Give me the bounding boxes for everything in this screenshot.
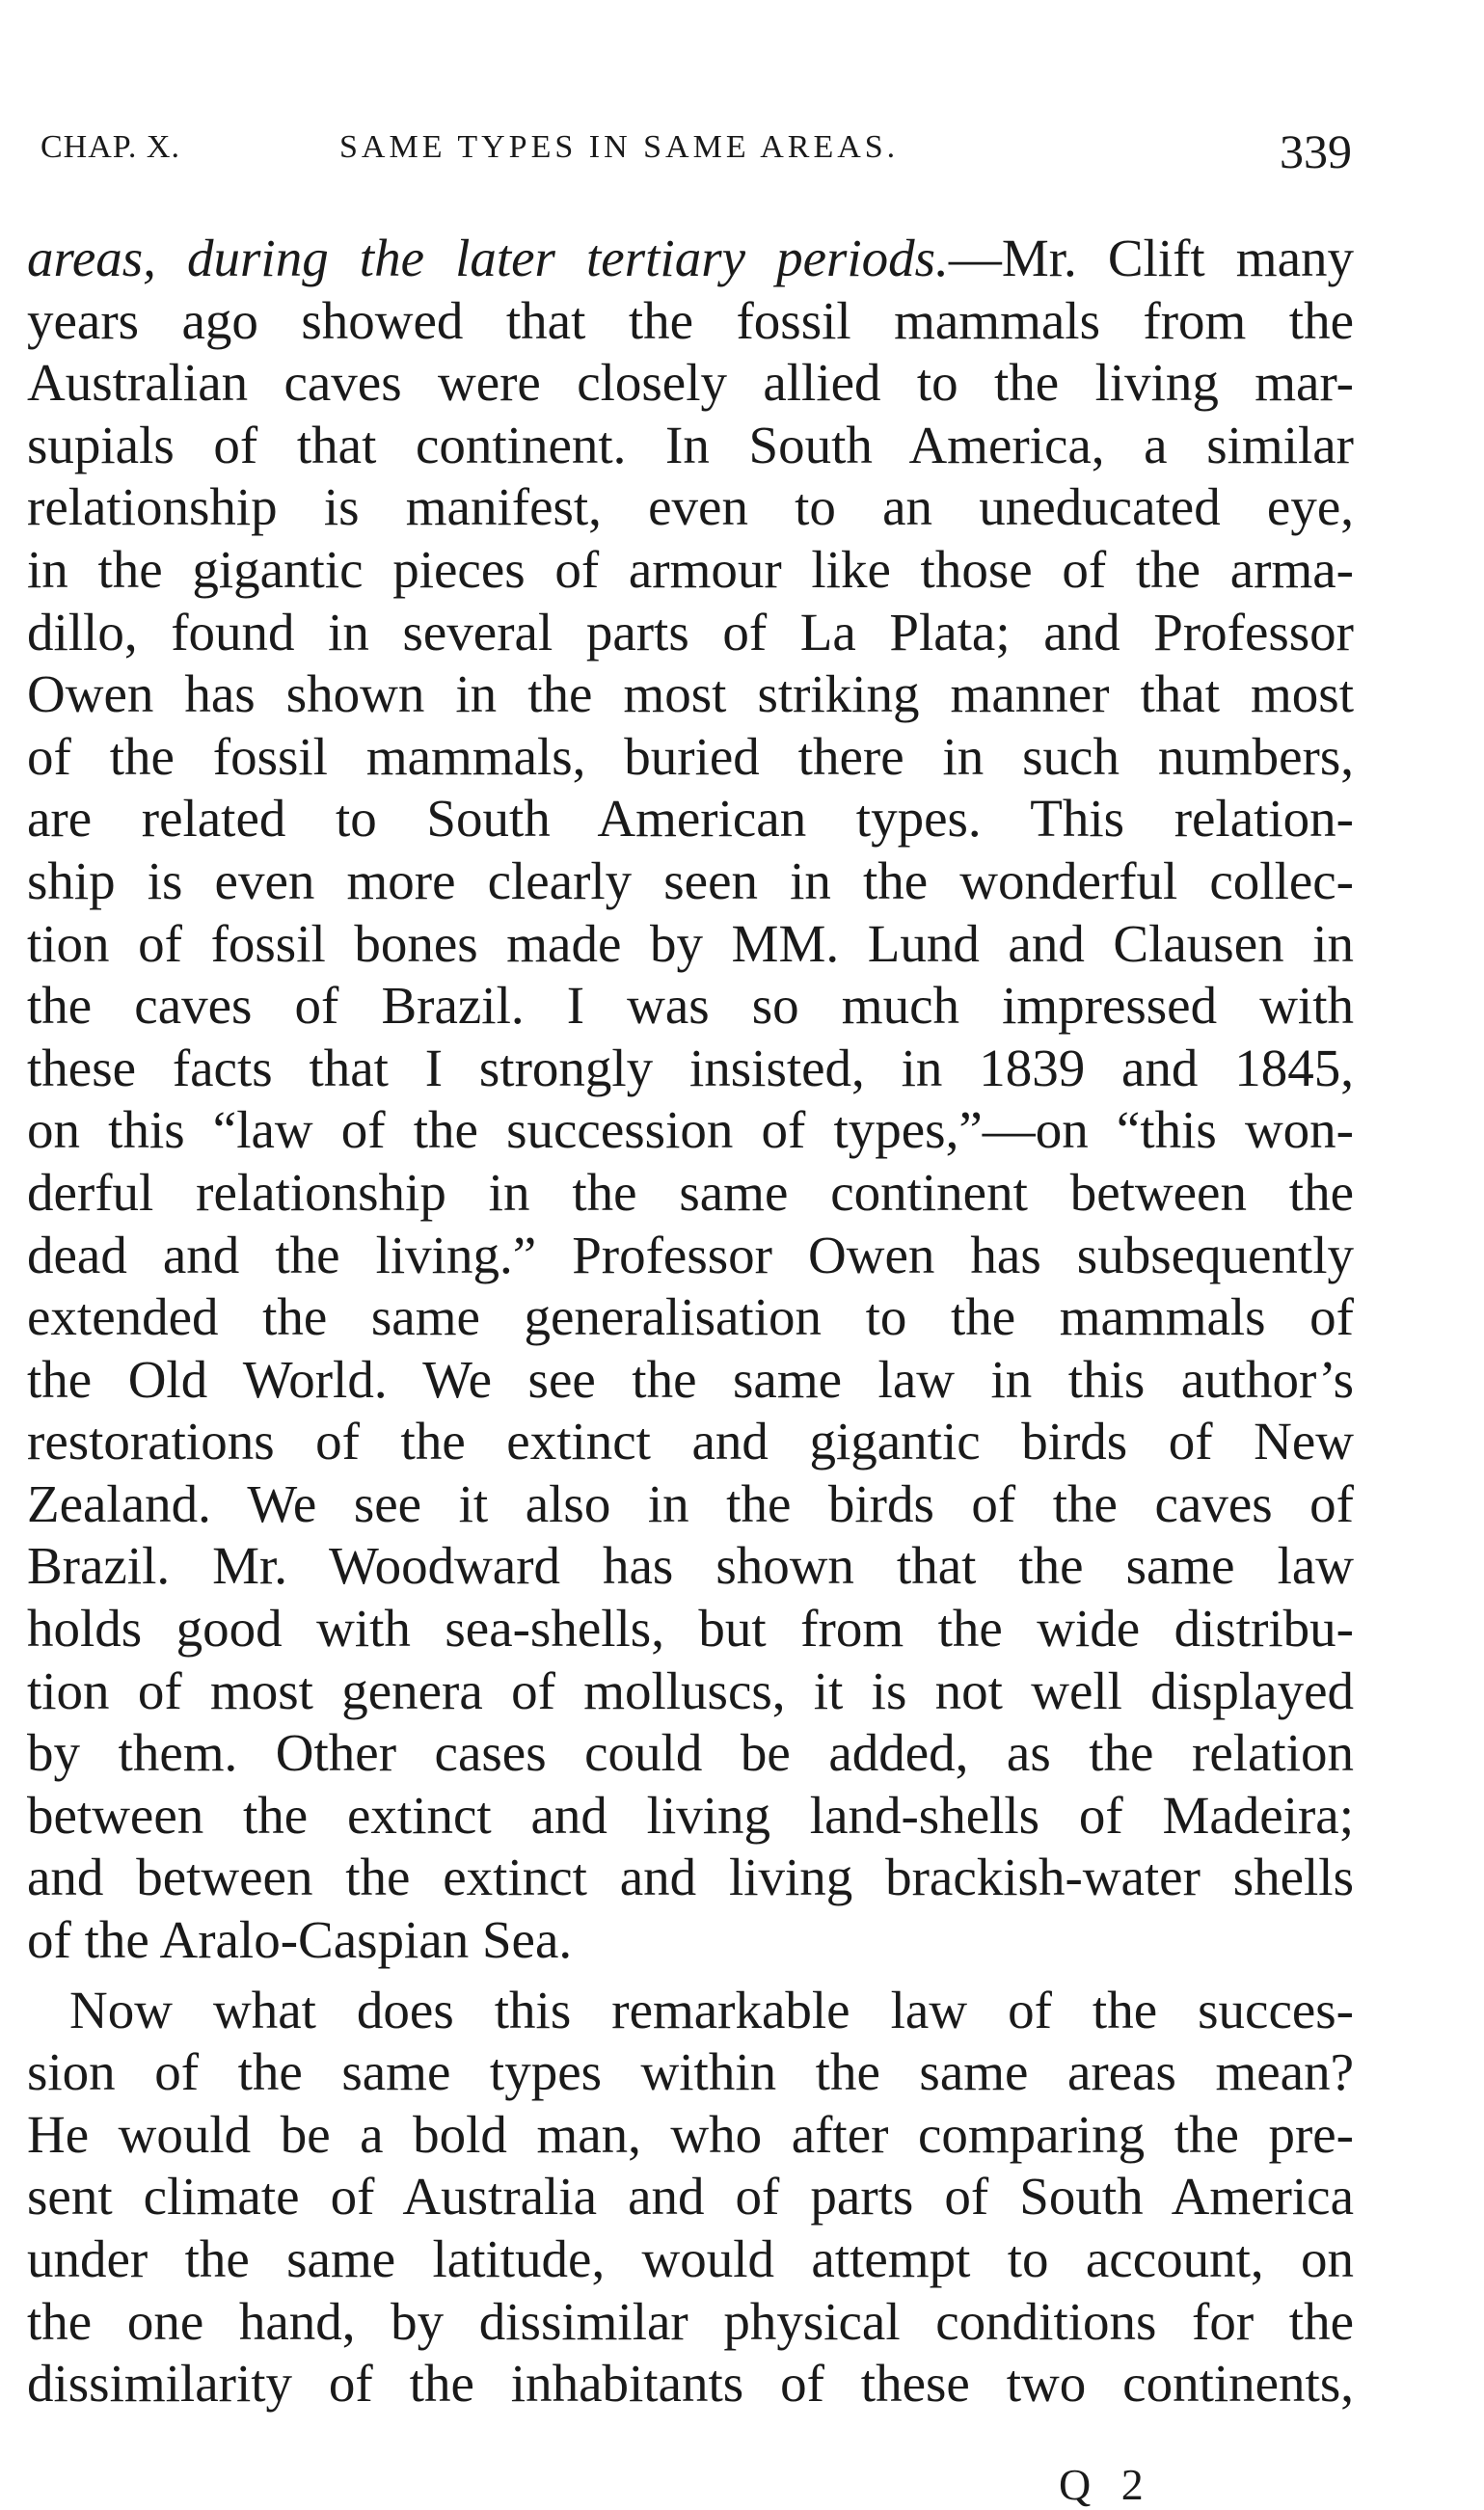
- text-line: derful relationship in the same continent between the: [27, 1162, 1354, 1222]
- paragraph-2: [27, 1980, 1354, 2416]
- page-number: 339: [1280, 124, 1352, 178]
- chapter-label: CHAP. X.: [40, 129, 180, 165]
- text-line: ship is even more clearly seen in the wonderful collec-: [27, 850, 1354, 910]
- text-line: He would be a bold man, who after comparing the pre-: [27, 2104, 1354, 2164]
- text-line: in the gigantic pieces of armour like those of the arma-: [27, 539, 1354, 599]
- text-line: tion of most genera of molluscs, it is not well displayed: [27, 1660, 1354, 1720]
- text-line: supials of that continent. In South America, a similar: [27, 415, 1354, 474]
- text-line: sion of the same types within the same areas mean?: [27, 2042, 1354, 2102]
- text-line: by them. Other cases could be added, as the relation: [27, 1723, 1354, 1783]
- text-line: are related to South American types. This relation-: [27, 789, 1354, 849]
- text-line: dead and the living.” Professor Owen has subsequently: [27, 1225, 1354, 1284]
- text-line: of the fossil mammals, buried there in such numbers,: [27, 726, 1354, 786]
- text-line: the caves of Brazil. I was so much impressed with: [27, 976, 1354, 1036]
- running-title: SAME TYPES IN SAME AREAS.: [339, 129, 900, 165]
- text-line: under the same latitude, would attempt to account, on: [27, 2229, 1354, 2288]
- text-line: Now what does this remarkable law of the succes-: [69, 1980, 1354, 2039]
- text-line: Brazil. Mr. Woodward has shown that the same law: [27, 1536, 1354, 1596]
- body-text: [27, 228, 1354, 2416]
- text-line: the Old World. We see the same law in this author’s: [27, 1349, 1354, 1409]
- running-header: [40, 118, 1352, 178]
- text-line: between the extinct and living land-shells of Madeira;: [27, 1785, 1354, 1845]
- text-line: sent climate of Australia and of parts of South America: [27, 2167, 1354, 2227]
- text-line: on this “law of the succession of types,”—on “this won-: [27, 1100, 1354, 1160]
- text-line: dillo, found in several parts of La Plata; and Professor: [27, 602, 1354, 661]
- italic-heading-fragment: areas, during the later tertiary periods.: [27, 229, 949, 287]
- text-line: of the Aralo-Caspian Sea.: [27, 1910, 573, 1970]
- text-line: dissimilarity of the inhabitants of these two continents,: [27, 2354, 1354, 2414]
- text-line: years ago showed that the fossil mammals from the: [27, 290, 1354, 350]
- text-line: these facts that I strongly insisted, in 1839 and 1845,: [27, 1038, 1354, 1097]
- text-fragment: —Mr. Clift many: [948, 229, 1354, 287]
- text-line: extended the same generalisation to the mammals of: [27, 1287, 1354, 1347]
- signature-mark: Q 2: [1059, 2460, 1153, 2509]
- text-line: Owen has shown in the most striking manner that most: [27, 664, 1354, 724]
- text-line: Australian caves were closely allied to the living mar-: [27, 353, 1354, 413]
- paragraph-1: [27, 228, 1354, 1972]
- text-line: [27, 228, 1354, 290]
- text-line: tion of fossil bones made by MM. Lund and Clausen in: [27, 913, 1354, 973]
- text-line: Zealand. We see it also in the birds of the caves of: [27, 1473, 1354, 1533]
- text-line: relationship is manifest, even to an uneducated eye,: [27, 477, 1354, 537]
- text-line: holds good with sea-shells, but from the wide distribu-: [27, 1599, 1354, 1659]
- text-line: restorations of the extinct and gigantic birds of New: [27, 1412, 1354, 1471]
- text-line: and between the extinct and living brackish-water shells: [27, 1848, 1354, 1907]
- text-line: the one hand, by dissimilar physical conditions for the: [27, 2291, 1354, 2351]
